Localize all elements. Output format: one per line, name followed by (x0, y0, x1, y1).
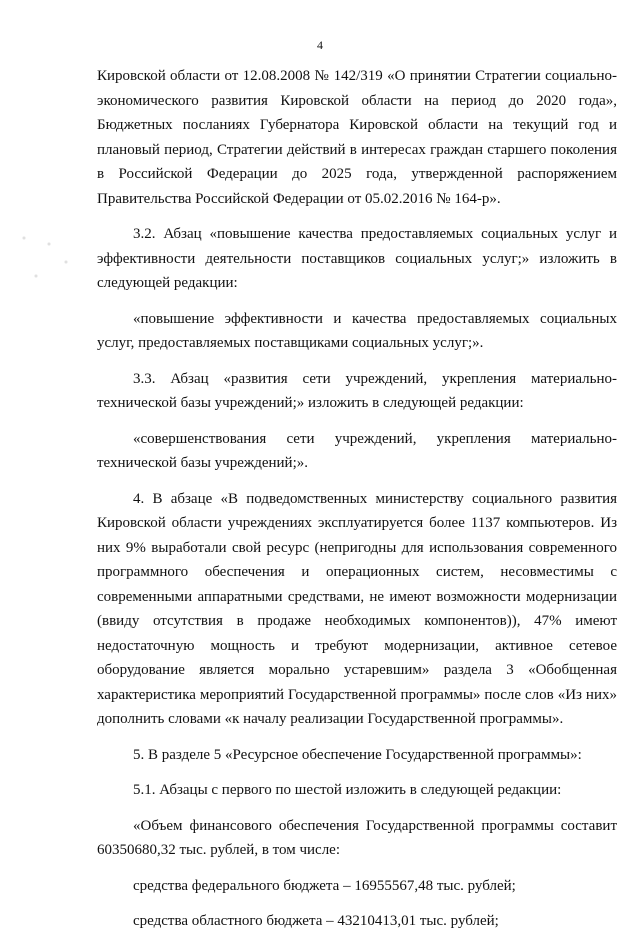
paragraph-continuation: Кировской области от 12.08.2008 № 142/319 «О принятии Стратегии социально-экономического развития Кировской области на период до 2020 года», Бюджетных посланиях Губернатора Кировской области на текущий год и плановый период, Стратегии действий в интересах граждан старшего поколения в Российской Федерации до 2025 года, утвержденной распоряжением Правительства Российской Федерации от 05.02.2016 № 164-р». (97, 68, 617, 207)
scan-artifact (14, 232, 84, 292)
paragraph-federal-budget: средства федерального бюджета – 16955567,48 тыс. рублей; (133, 877, 516, 894)
paragraph-regional-budget: средства областного бюджета – 43210413,01 тыс. рублей; (133, 913, 499, 929)
paragraph-4: 4. В абзаце «В подведомственных министерству социального развития Кировской области учреждениях эксплуатируется более 1137 компьютеров. Из них 9% выработали свой ресурс (непригодны для использования современного программного обеспечения и операционных систем, несовместимы с современными аппаратными средствами, не имеют возможности модернизации (ввиду отсутствия в продаже необходимых компонентов)), 47% имеют недостаточную мощность и требуют модернизации, активное сетевое оборудование является морально устаревшим» раздела 3 «Обобщенная характеристика мероприятий Государственной программы» после слов «Из них» дополнить словами «к началу реализации Государственной программы». (97, 490, 617, 727)
page-number: 4 (317, 38, 323, 52)
paragraph-3-2: 3.2. Абзац «повышение качества предоставляемых социальных услуг и эффективности деятельности поставщиков социальных услуг;» изложить в следующей редакции: (97, 226, 617, 291)
paragraph-3-2-new-text: «повышение эффективности и качества предоставляемых социальных услуг, предоставляемых поставщиками социальных услуг;». (97, 310, 617, 351)
paragraph-5: 5. В разделе 5 «Ресурсное обеспечение Государственной программы»: (133, 746, 582, 763)
document-body (97, 64, 617, 934)
paragraph-3-3-new-text: «совершенствования сети учреждений, укрепления материально-технической базы учреждений;». (97, 430, 617, 471)
paragraph-5-1: 5.1. Абзацы с первого по шестой изложить в следующей редакции: (133, 782, 562, 798)
paragraph-funding-total: «Объем финансового обеспечения Государственной программы составит 60350680,32 тыс. рублей, в том числе: (97, 817, 617, 858)
paragraph-3-3: 3.3. Абзац «развития сети учреждений, укрепления материально-технической базы учреждений;» изложить в следующей редакции: (97, 370, 617, 411)
